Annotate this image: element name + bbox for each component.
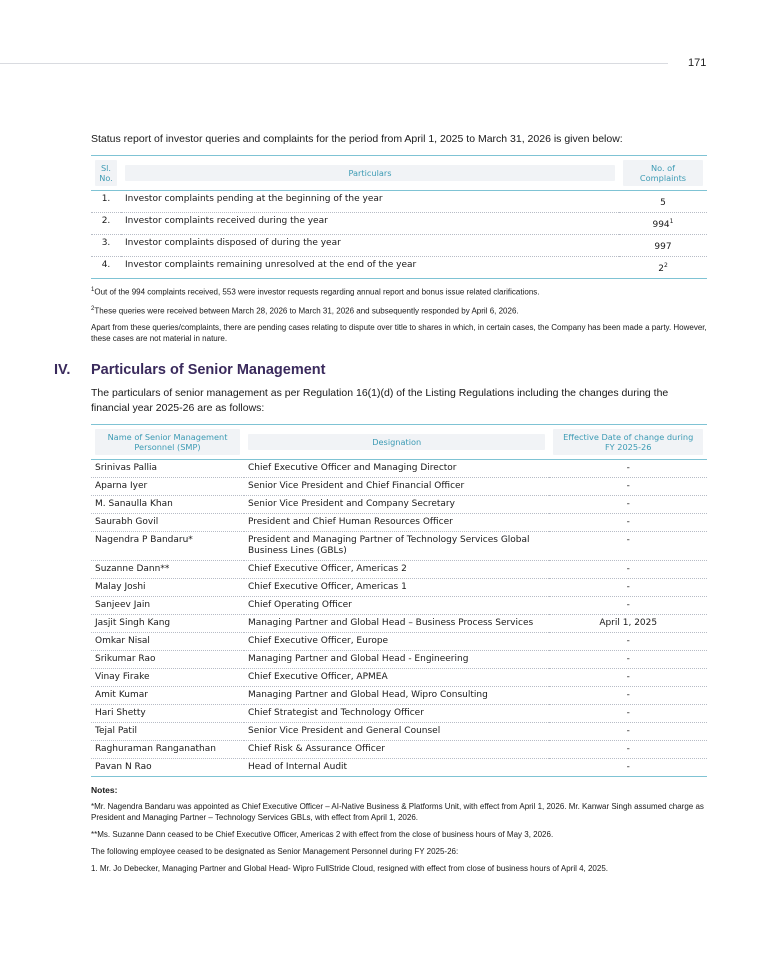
- smp-date: -: [549, 687, 707, 705]
- footnote-1: $^1$Out of the 994 complaints received, 553 were investor requests regarding annual report and bonus issue related clarifications.: [91, 287, 540, 297]
- row-particulars: Investor complaints remaining unresolved at the end of the year: [121, 257, 619, 279]
- smp-designation: Head of Internal Audit: [244, 759, 549, 777]
- row-particulars: Investor complaints pending at the beginning of the year: [121, 191, 619, 213]
- smp-name: Vinay Firake: [91, 669, 244, 687]
- col-date: Effective Date of change during FY 2025-26: [549, 424, 707, 460]
- complaint-row: [91, 257, 707, 279]
- section-intro: The particulars of senior management as per Regulation 16(1)(d) of the Listing Regulations including the changes during the financial year 2025-26 are as follows:: [91, 387, 669, 415]
- smp-name: Omkar Nisal: [91, 633, 244, 651]
- smp-row: [91, 741, 707, 759]
- note-debecker: 1. Mr. Jo Debecker, Managing Partner and Global Head- Wipro FullStride Cloud, resigned with effect from close of business hours of April 4, 2025.: [91, 864, 609, 874]
- smp-name: Jasjit Singh Kang: [91, 615, 244, 633]
- senior-management-section: [54, 362, 707, 874]
- row-count: 5: [619, 191, 707, 213]
- row-particulars: Investor complaints disposed of during the year: [121, 235, 619, 257]
- page-content: [54, 133, 707, 874]
- smp-row: [91, 759, 707, 777]
- smp-designation: Managing Partner and Global Head, Wipro Consulting: [244, 687, 549, 705]
- smp-row: [91, 705, 707, 723]
- smp-date: -: [549, 460, 707, 478]
- row-sl: 4.: [91, 257, 121, 279]
- smp-date: -: [549, 514, 707, 532]
- note-bandaru: *Mr. Nagendra Bandaru was appointed as Chief Executive Officer – AI-Native Business & Platforms Unit, with effect from April 1, 2026. Mr. Kanwar Singh assumed charge as President and Managing Partner – Technology Services GBLs, with effect from April 1, 2026.: [91, 802, 704, 823]
- smp-date: -: [549, 651, 707, 669]
- smp-row: [91, 561, 707, 579]
- page-number: 171: [688, 57, 707, 69]
- smp-designation: Chief Executive Officer, Americas 1: [244, 579, 549, 597]
- smp-name: Suzanne Dann**: [91, 561, 244, 579]
- col-sl: Sl. No.: [91, 155, 121, 191]
- smp-row: [91, 460, 707, 478]
- smp-designation: Chief Risk & Assurance Officer: [244, 741, 549, 759]
- smp-name: Aparna Iyer: [91, 478, 244, 496]
- smp-date: -: [549, 597, 707, 615]
- smp-designation: Senior Vice President and Company Secretary: [244, 496, 549, 514]
- smp-date: -: [549, 579, 707, 597]
- col-name: Name of Senior Management Personnel (SMP): [91, 424, 244, 460]
- smp-name: Raghuraman Ranganathan: [91, 741, 244, 759]
- notes-heading: Notes:: [91, 785, 118, 796]
- note-ceased: The following employee ceased to be designated as Senior Management Personnel during FY 2025-26:: [91, 847, 459, 857]
- complaints-table: [91, 155, 707, 279]
- smp-date: April 1, 2025: [549, 615, 707, 633]
- senior-management-table: [91, 424, 707, 777]
- smp-date: -: [549, 669, 707, 687]
- smp-row: [91, 633, 707, 651]
- smp-date: -: [549, 633, 707, 651]
- row-sl: 3.: [91, 235, 121, 257]
- row-count: $994^1$: [619, 213, 707, 235]
- smp-name: Sanjeev Jain: [91, 597, 244, 615]
- smp-name: Nagendra P Bandaru*: [91, 532, 244, 561]
- smp-name: Amit Kumar: [91, 687, 244, 705]
- smp-name: Srinivas Pallia: [91, 460, 244, 478]
- smp-date: -: [549, 723, 707, 741]
- row-count: 997: [619, 235, 707, 257]
- smp-row: [91, 669, 707, 687]
- smp-name: M. Sanaulla Khan: [91, 496, 244, 514]
- smp-row: [91, 723, 707, 741]
- col-count: No. of Complaints: [619, 155, 707, 191]
- complaint-row: [91, 213, 707, 235]
- smp-row: [91, 597, 707, 615]
- smp-row: [91, 579, 707, 597]
- footnote-2: $^2$These queries were received between March 28, 2026 to March 31, 2026 and subsequently responded by April 6, 2026.: [91, 305, 519, 316]
- col-designation: Designation: [244, 424, 549, 460]
- smp-designation: Chief Executive Officer, Americas 2: [244, 561, 549, 579]
- smp-row: [91, 687, 707, 705]
- row-sl: 1.: [91, 191, 121, 213]
- smp-name: Pavan N Rao: [91, 759, 244, 777]
- section-number: IV.: [54, 362, 71, 379]
- smp-name: Malay Joshi: [91, 579, 244, 597]
- smp-row: [91, 514, 707, 532]
- status-report-intro: Status report of investor queries and complaints for the period from April 1, 2025 to March 31, 2026 is given below:: [91, 133, 623, 145]
- smp-designation: Chief Executive Officer and Managing Director: [244, 460, 549, 478]
- smp-name: Srikumar Rao: [91, 651, 244, 669]
- section-title: Particulars of Senior Management: [91, 362, 326, 379]
- smp-date: -: [549, 759, 707, 777]
- smp-designation: Chief Executive Officer, Europe: [244, 633, 549, 651]
- complaint-row: [91, 235, 707, 257]
- col-particulars: Particulars: [121, 155, 619, 191]
- smp-row: [91, 478, 707, 496]
- complaint-row: [91, 191, 707, 213]
- smp-designation: Chief Strategist and Technology Officer: [244, 705, 549, 723]
- smp-date: -: [549, 561, 707, 579]
- smp-designation: Chief Executive Officer, APMEA: [244, 669, 549, 687]
- smp-name: Saurabh Govil: [91, 514, 244, 532]
- smp-designation: President and Managing Partner of Technology Services Global Business Lines (GBLs): [244, 532, 549, 561]
- header-rule: [0, 63, 668, 64]
- smp-row: [91, 532, 707, 561]
- smp-date: -: [549, 532, 707, 561]
- smp-name: Tejal Patil: [91, 723, 244, 741]
- smp-date: -: [549, 478, 707, 496]
- smp-row: [91, 496, 707, 514]
- smp-designation: Senior Vice President and Chief Financial Officer: [244, 478, 549, 496]
- smp-designation: Managing Partner and Global Head – Business Process Services: [244, 615, 549, 633]
- smp-date: -: [549, 496, 707, 514]
- smp-designation: Managing Partner and Global Head - Engineering: [244, 651, 549, 669]
- note-dann: **Ms. Suzanne Dann ceased to be Chief Executive Officer, Americas 2 with effect from the close of business hours of May 3, 2026.: [91, 830, 554, 840]
- row-count: $2^2$: [619, 257, 707, 279]
- smp-designation: Chief Operating Officer: [244, 597, 549, 615]
- smp-date: -: [549, 741, 707, 759]
- pending-cases-note: Apart from these queries/complaints, there are pending cases relating to dispute over title to shares in which, in certain cases, the Company has been made a party. However, these cases are not material in nature.: [91, 323, 707, 344]
- smp-date: -: [549, 705, 707, 723]
- smp-designation: President and Chief Human Resources Officer: [244, 514, 549, 532]
- row-sl: 2.: [91, 213, 121, 235]
- smp-row: [91, 615, 707, 633]
- smp-designation: Senior Vice President and General Counsel: [244, 723, 549, 741]
- row-particulars: Investor complaints received during the year: [121, 213, 619, 235]
- smp-name: Hari Shetty: [91, 705, 244, 723]
- smp-row: [91, 651, 707, 669]
